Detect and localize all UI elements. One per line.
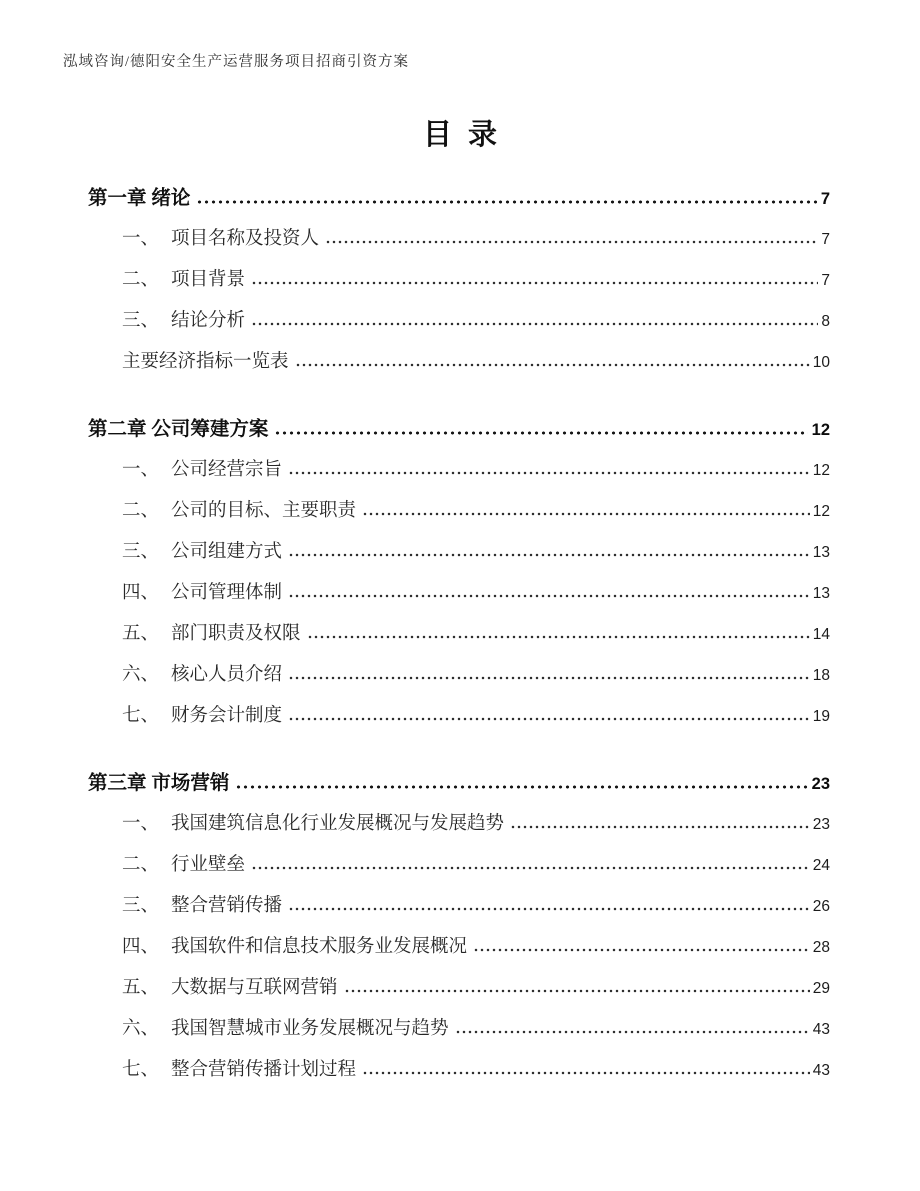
toc-page-number: 18 [812, 667, 830, 684]
toc-chapter-block [88, 767, 830, 1096]
toc-item-entry[interactable] [88, 496, 830, 537]
toc-item-number: 二、 [122, 855, 160, 875]
toc-item-number: 三、 [122, 311, 160, 331]
toc-page-number: 23 [812, 816, 830, 833]
toc-item-label: 项目名称及投资人 [171, 229, 320, 249]
toc-item-label: 结论分析 [171, 311, 246, 331]
toc-item-entry[interactable] [88, 809, 830, 850]
toc-page-number: 13 [812, 544, 830, 561]
toc-item-number: 七、 [122, 1060, 160, 1080]
toc-page-number: 19 [812, 708, 830, 725]
dot-leader [307, 623, 810, 639]
dot-leader [325, 228, 818, 244]
toc-item-number: 三、 [122, 542, 160, 562]
toc-item-number: 七、 [122, 706, 160, 726]
toc-item-label: 项目背景 [171, 270, 246, 290]
dot-leader [288, 541, 810, 557]
toc-item-label: 整合营销传播计划过程 [171, 1060, 357, 1080]
toc-item-number: 六、 [122, 665, 160, 685]
dot-leader [295, 351, 810, 367]
dot-leader [235, 772, 807, 789]
toc-item-entry[interactable] [88, 973, 830, 1014]
toc-item-entry[interactable] [88, 932, 830, 973]
dot-leader [455, 1018, 810, 1034]
toc-item-label: 部门职责及权限 [171, 624, 301, 644]
toc-item-entry[interactable] [88, 306, 830, 347]
toc-item-number: 二、 [122, 270, 160, 290]
toc-page-number: 29 [812, 980, 830, 997]
toc-item-entry[interactable] [88, 1055, 830, 1096]
toc-item-label: 公司经营宗旨 [171, 460, 283, 480]
toc-item-label: 我国软件和信息技术服务业发展概况 [171, 937, 468, 957]
toc-page-number: 14 [812, 626, 830, 643]
toc-page-number: 7 [821, 231, 830, 248]
toc-item-entry[interactable] [88, 265, 830, 306]
toc-chapter-block [88, 182, 830, 388]
dot-leader [251, 269, 818, 285]
toc-item-label: 我国智慧城市业务发展概况与趋势 [171, 1019, 449, 1039]
toc-item-entry[interactable] [88, 347, 830, 388]
toc-item-number: 五、 [122, 624, 160, 644]
toc-page-number: 28 [812, 939, 830, 956]
toc-chapter-entry[interactable] [88, 182, 830, 224]
dot-leader [473, 936, 810, 952]
toc-chapter-entry[interactable] [88, 767, 830, 809]
toc-chapter-title: 第二章 公司筹建方案 [88, 419, 269, 440]
dot-leader [196, 187, 816, 204]
page-title: 目录 [423, 119, 513, 151]
toc-item-label: 公司管理体制 [171, 583, 283, 603]
toc-item-label: 整合营销传播 [171, 896, 283, 916]
dot-leader [288, 664, 810, 680]
toc-item-number: 六、 [122, 1019, 160, 1039]
toc-page-number: 7 [821, 272, 830, 289]
toc-item-label: 财务会计制度 [171, 706, 283, 726]
toc-item-number: 二、 [122, 501, 160, 521]
toc-page-number: 13 [812, 585, 830, 602]
toc-page-number: 43 [812, 1062, 830, 1079]
toc-item-number: 一、 [122, 229, 160, 249]
toc-page-number: 10 [812, 354, 830, 371]
toc-page-number: 26 [812, 898, 830, 915]
toc-item-entry[interactable] [88, 224, 830, 265]
toc-item-label: 主要经济指标一览表 [122, 352, 289, 372]
toc-item-entry[interactable] [88, 701, 830, 742]
toc-item-entry[interactable] [88, 619, 830, 660]
toc-item-entry[interactable] [88, 455, 830, 496]
toc-page-number: 12 [811, 421, 830, 439]
toc-item-entry[interactable] [88, 660, 830, 701]
dot-leader [251, 310, 818, 326]
toc-page-number: 7 [820, 190, 830, 208]
dot-leader [288, 705, 810, 721]
dot-leader [510, 813, 810, 829]
toc-chapter-title: 第三章 市场营销 [88, 773, 230, 794]
dot-leader [288, 459, 810, 475]
toc-item-number: 四、 [122, 937, 160, 957]
toc-chapter-block [88, 413, 830, 742]
toc-page-number: 12 [812, 462, 830, 479]
toc-item-number: 一、 [122, 814, 160, 834]
toc-item-label: 我国建筑信息化行业发展概况与发展趋势 [171, 814, 505, 834]
toc-page-number: 12 [812, 503, 830, 520]
toc-item-number: 一、 [122, 460, 160, 480]
toc-item-number: 五、 [122, 978, 160, 998]
toc-item-label: 公司组建方式 [171, 542, 283, 562]
dot-leader [288, 895, 810, 911]
toc-item-number: 四、 [122, 583, 160, 603]
toc-item-label: 公司的目标、主要职责 [171, 501, 357, 521]
toc-page-number: 24 [812, 857, 830, 874]
toc-item-entry[interactable] [88, 891, 830, 932]
toc-item-entry[interactable] [88, 850, 830, 891]
toc-chapter-entry[interactable] [88, 413, 830, 455]
toc-page-number: 43 [812, 1021, 830, 1038]
toc-item-entry[interactable] [88, 578, 830, 619]
dot-leader [362, 1059, 810, 1075]
toc-page-number: 8 [821, 313, 830, 330]
table-of-contents [88, 182, 830, 1101]
toc-page-number: 23 [811, 775, 830, 793]
toc-item-number: 三、 [122, 896, 160, 916]
dot-leader [288, 582, 810, 598]
dot-leader [344, 977, 810, 993]
dot-leader [362, 500, 810, 516]
dot-leader [274, 418, 807, 435]
toc-item-entry[interactable] [88, 1014, 830, 1055]
toc-item-label: 行业壁垒 [171, 855, 246, 875]
toc-chapter-title: 第一章 绪论 [88, 188, 191, 209]
toc-item-label: 核心人员介绍 [171, 665, 283, 685]
dot-leader [251, 854, 810, 870]
toc-item-label: 大数据与互联网营销 [171, 978, 338, 998]
toc-item-entry[interactable] [88, 537, 830, 578]
document-header: 泓域咨询/德阳安全生产运营服务项目招商引资方案 [63, 54, 410, 70]
